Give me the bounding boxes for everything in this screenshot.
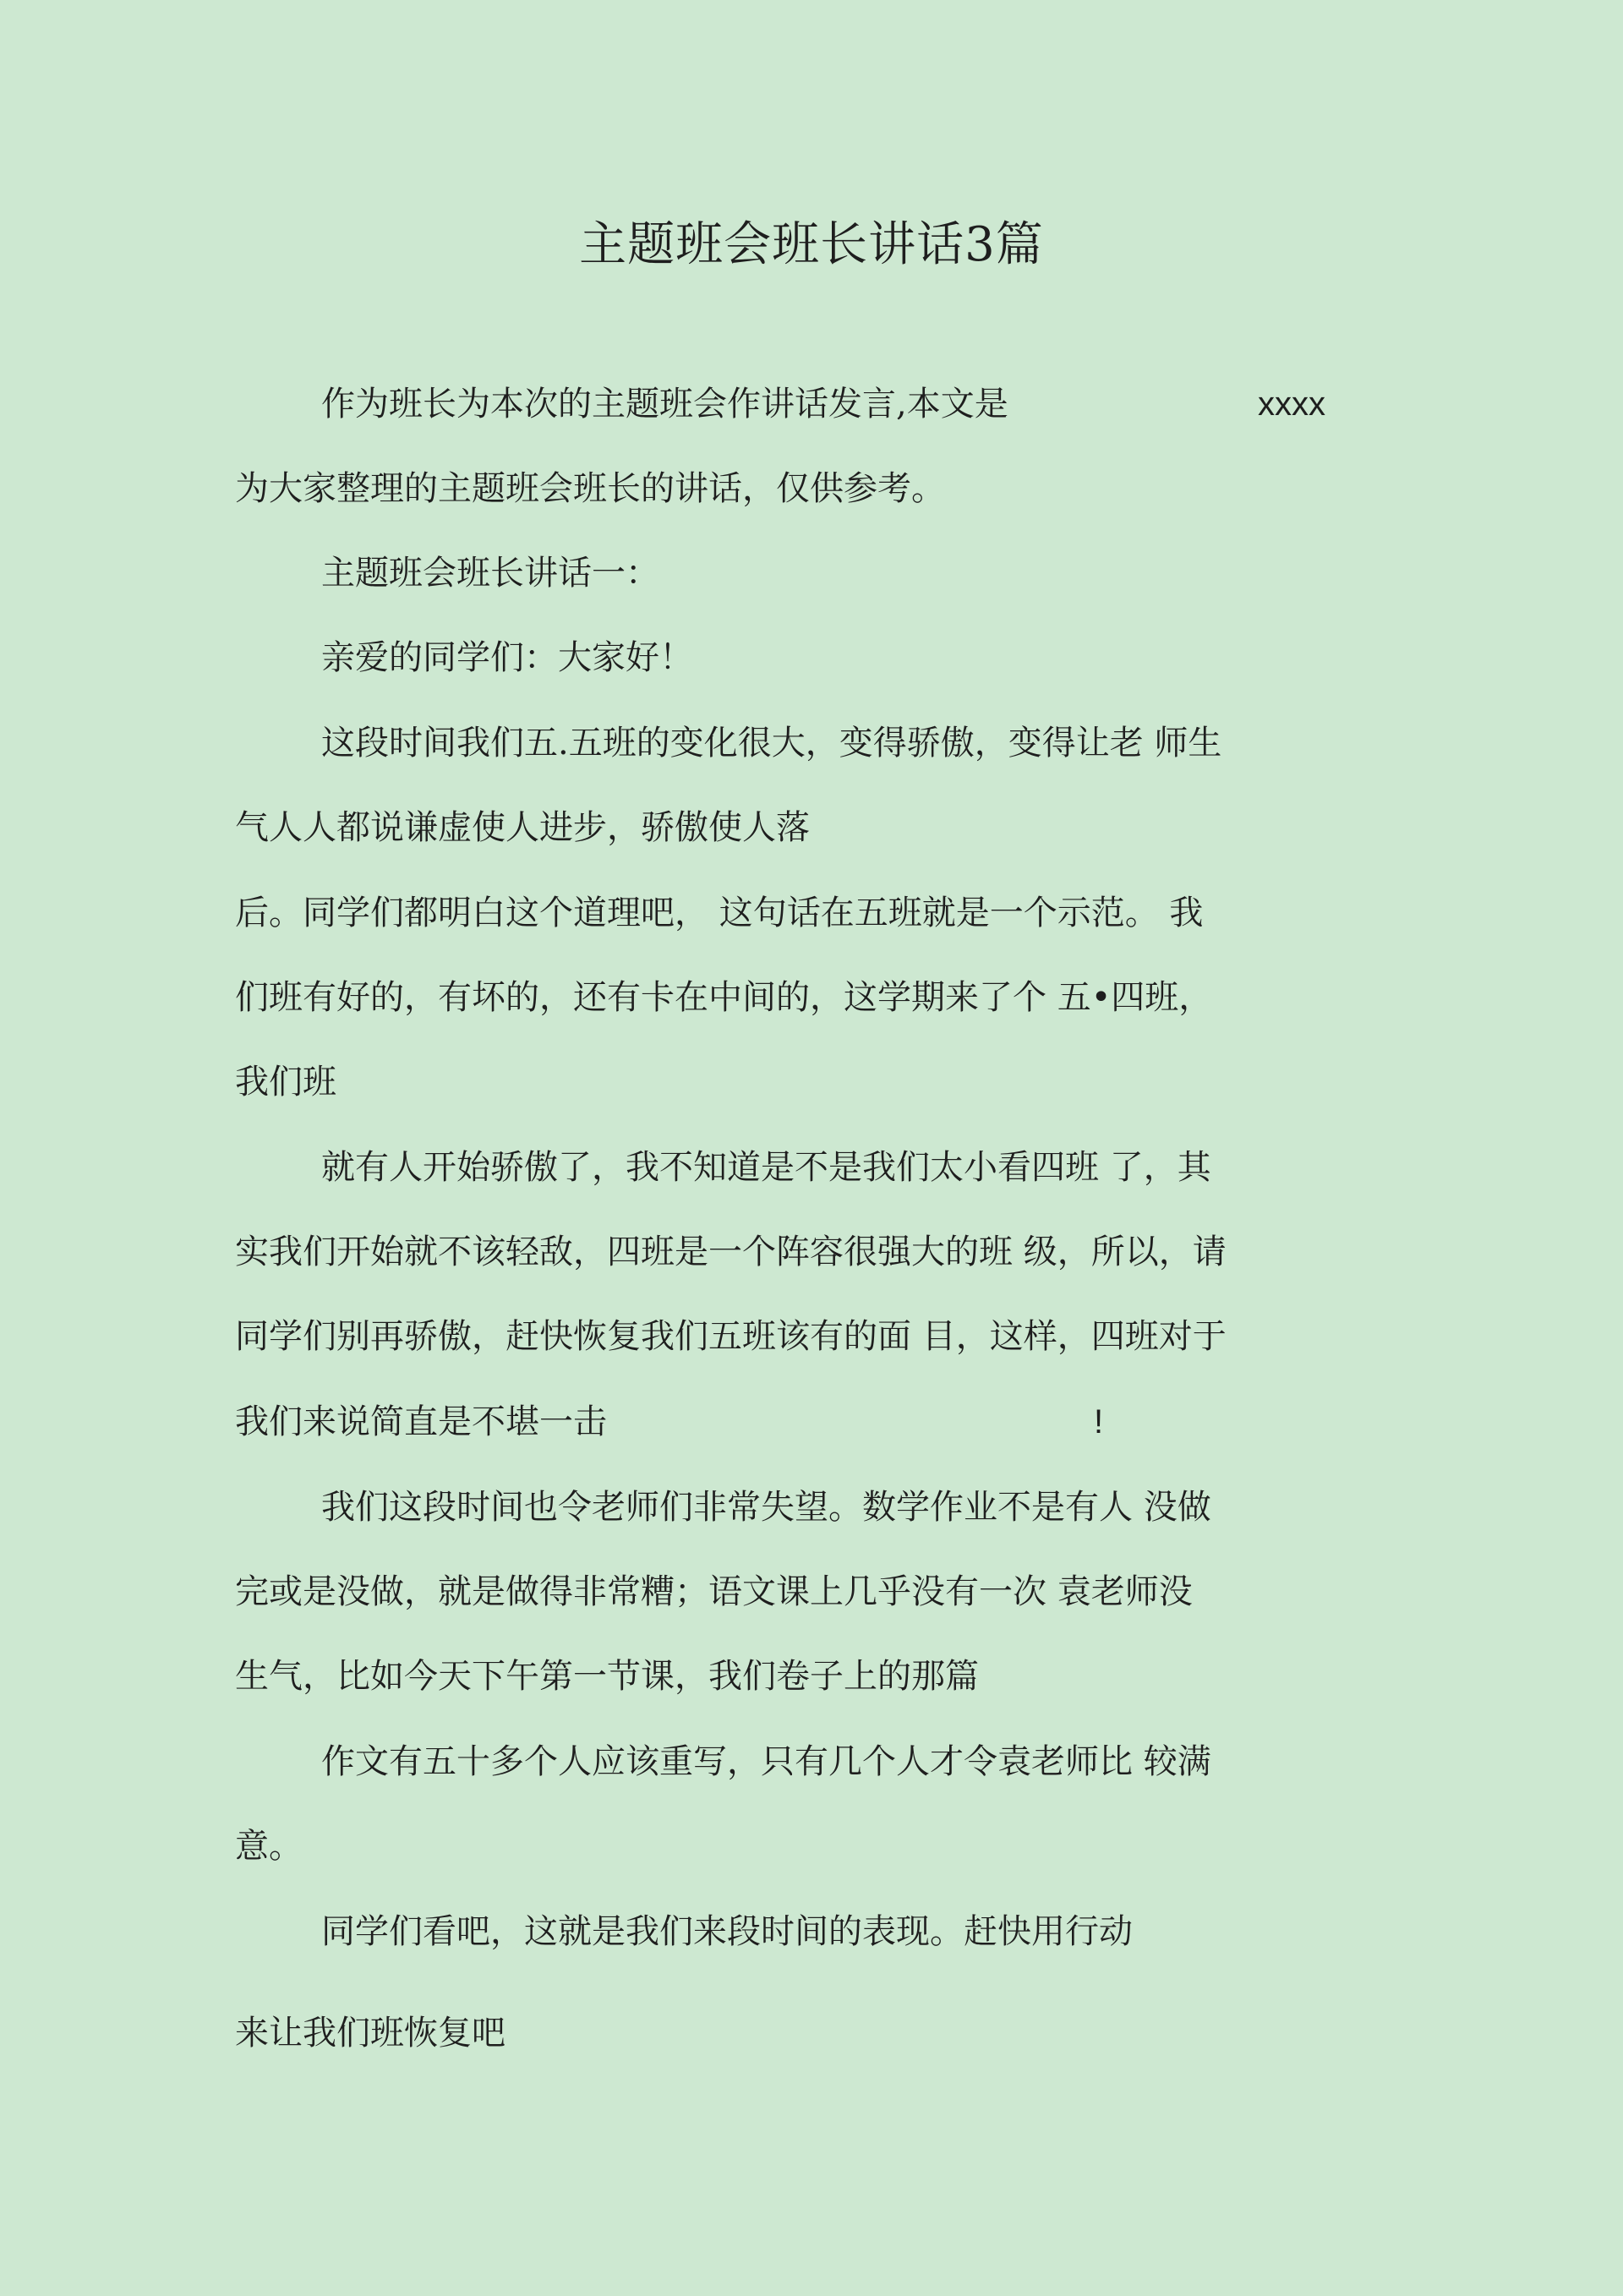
paragraph-line: 同学们别再骄傲，赶快恢复我们五班该有的面 目，这样，四班对于 — [235, 1317, 1227, 1356]
paragraph-line: 作文有五十多个人应该重写，只有几个人才令袁老师比 较满 — [321, 1742, 1211, 1781]
paragraph-line: 这段时间我们五.五班的变化很大，变得骄傲，变得让老 师生 — [321, 724, 1222, 763]
intro-placeholder: xxxx — [1258, 385, 1325, 423]
paragraph-line: 完或是没做，就是做得非常糟；语文课上几乎没有一次 袁老师没 — [235, 1572, 1193, 1611]
paragraph-line: 意。 — [235, 1827, 303, 1866]
paragraph-line: 生气，比如今天下午第一节课，我们卷子上的那篇 — [235, 1657, 979, 1696]
intro-continuation: 为大家整理的主题班会班长的讲话，仅供参考。 — [235, 469, 945, 508]
paragraph-line: 们班有好的，有坏的，还有卡在中间的，这学期来了个 五•四班， — [235, 978, 1213, 1017]
paragraph-line: 就有人开始骄傲了，我不知道是不是我们太小看四班 了，其 — [321, 1148, 1211, 1187]
paragraph-line: 气人人都说谦虚使人进步，骄傲使人落 — [235, 808, 810, 847]
section-heading: 主题班会班长讲话一： — [321, 554, 659, 593]
exclamation-mark: ! — [1094, 1403, 1104, 1440]
paragraph-line: 我们这段时间也令老师们非常失望。数学作业不是有人 没做 — [321, 1488, 1211, 1527]
paragraph-line: 实我们开始就不该轻敌，四班是一个阵容很强大的班 级，所以，请 — [235, 1233, 1227, 1271]
paragraph-line: 我们来说简直是不堪一击 — [235, 1402, 607, 1441]
paragraph-line: 同学们看吧，这就是我们来段时间的表现。赶快用行动 — [321, 1912, 1133, 1951]
greeting: 亲爱的同学们：大家好！ — [321, 638, 693, 677]
paragraph-line: 我们班 — [235, 1063, 336, 1102]
paragraph-line: 后。同学们都明白这个道理吧， 这句话在五班就是一个示范。 我 — [235, 894, 1204, 932]
paragraph-line: 来让我们班恢复吧 — [235, 2014, 505, 2053]
intro-text: 作为班长为本次的主题班会作讲话发言,本文是 — [321, 385, 1008, 424]
document-title: 主题班会班长讲话3篇 — [579, 217, 1044, 272]
